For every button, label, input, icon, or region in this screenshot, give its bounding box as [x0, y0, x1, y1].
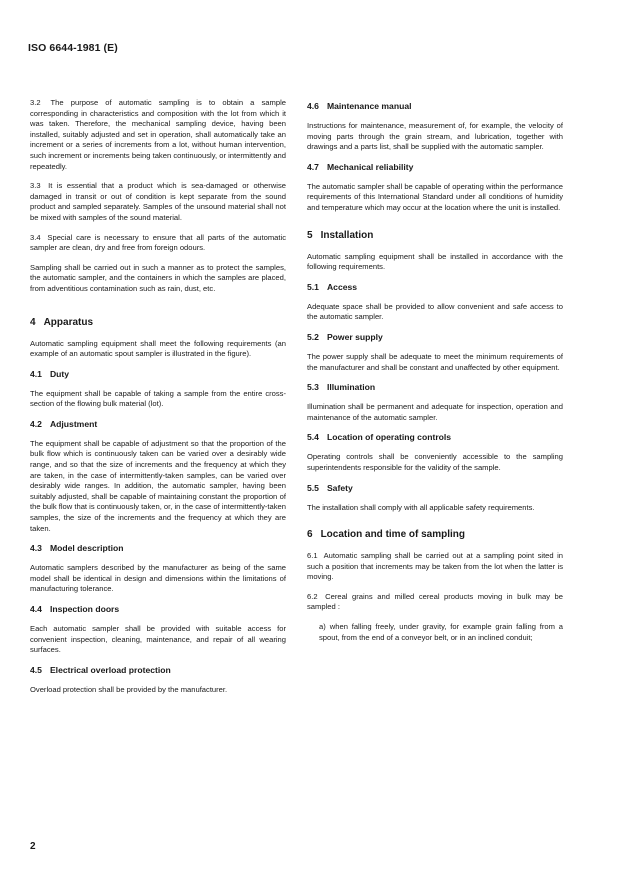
list-item-a — [307, 622, 563, 643]
paragraph-3-2 — [30, 98, 286, 172]
section-title: Inspection doors — [49, 604, 120, 614]
section-number: 4.2 — [30, 418, 42, 429]
section-title: Maintenance manual — [326, 101, 412, 111]
section-title: Installation — [320, 229, 374, 241]
section-number: 5 — [307, 229, 313, 241]
clause-number: 3.3 — [30, 181, 41, 191]
section-title: Mechanical reliability — [326, 161, 414, 172]
section-number: 5.3 — [307, 382, 319, 393]
section-heading-5-3 — [307, 382, 563, 392]
section-number: 4.7 — [307, 161, 319, 172]
section-heading-4-2 — [30, 419, 286, 429]
section-title: Apparatus — [43, 316, 94, 328]
section-heading-4-6 — [307, 101, 563, 111]
section-title: Electrical overload protection — [49, 664, 171, 675]
paragraph-4-3: Automatic samplers described by the manufacturer as being of the same model shall be identical in design and dimensions within the limitations of manufacturing tolerance. — [30, 563, 286, 594]
paragraph-4-2: The equipment shall be capable of adjustment so that the proportion of the bulk flow which is continuously taken can be varied over a desirably wide range, and so that the size of increments and the frequency at which they are taken, in the case of intermittently-taken samples, can be varied over desirably wide ranges. In addition, the automatic sampler, having been suitably adjusted, shall be capable of maintaining constant the proportion of the bulk flow that is continuously taken, or, in the case of intermittently-taken samples, the size of the increments and the frequency at which they are taken. — [30, 438, 286, 533]
list-label: a) — [319, 622, 326, 632]
paragraph-4-5: Overload protection shall be provided by the manufacturer. — [30, 684, 228, 694]
clause-number: 3.4 — [30, 232, 41, 242]
paragraph-3-4 — [30, 233, 286, 254]
left-column — [30, 98, 286, 704]
section-heading-6 — [307, 529, 563, 540]
section-heading-4 — [30, 317, 286, 328]
clause-number: 3.2 — [30, 98, 41, 107]
paragraph-5-3: Illumination shall be permanent and adequate for inspection, operation and maintenance of the automatic sampler. — [307, 402, 563, 422]
paragraph-4-1: The equipment shall be capable of taking a sample from the entire cross-section of the flowing bulk material (lot). — [30, 388, 286, 409]
section-heading-4-1 — [30, 369, 286, 379]
section-title: Safety — [326, 482, 353, 493]
section-number: 4.1 — [30, 368, 42, 379]
paragraph-5-5: The installation shall comply with all applicable safety requirements. — [307, 502, 535, 512]
section-number: 5.4 — [307, 432, 319, 443]
section-heading-4-7 — [307, 162, 563, 172]
paragraph-text: It is essential that a product which is sea-damaged or otherwise damaged in transit or out of condition is kept separate from the sound product and sampled separately. Samples of the unsound material shall not be mixed with samples of the sound material. — [30, 181, 286, 222]
section-heading-4-4 — [30, 604, 286, 614]
paragraph-4-6: Instructions for maintenance, measurement of, for example, the velocity of moving parts through the grain stream, and lubrication, together with drawings and a parts list, shall be supplied with the automatic sampler. — [307, 121, 563, 152]
section-heading-5-5 — [307, 483, 563, 493]
section-title: Model description — [49, 543, 124, 554]
section-number: 6 — [307, 529, 313, 541]
section-number: 5.1 — [307, 281, 319, 292]
section-heading-4-5 — [30, 665, 286, 675]
paragraph-3-3 — [30, 181, 286, 223]
paragraph-5-4: Operating controls shall be conveniently accessible to the sampling superintendents responsible for the validity of the sample. — [307, 452, 563, 472]
paragraph-text: Cereal grains and milled cereal products moving in bulk may be sampled : — [307, 591, 563, 612]
paragraph-text: The purpose of automatic sampling is to obtain a sample corresponding in characteristics and composition with the lot from which it was taken. Therefore, the mechanical sampling device, having been installed, suitably adjusted and set in operation, shall automatically take an increment or a series of increments from a lot, without human intervention, such increment or increments being taken continuously, or intermittently and repeatedly. — [30, 98, 286, 171]
section-title: Location of operating controls — [326, 432, 452, 443]
list-text: when falling freely, under gravity, for example grain falling from a spout, from the end of a conveyor belt, or in an inclined conduit; — [319, 622, 563, 642]
section-title: Duty — [49, 368, 70, 379]
section-number: 4.6 — [307, 101, 319, 111]
page-number: 2 — [30, 841, 36, 852]
section-title: Illumination — [326, 382, 376, 393]
section-number: 5.2 — [307, 331, 319, 342]
paragraph-4: Automatic sampling equipment shall meet the following requirements (an example of an automatic spout sampler is illustrated in the figure). — [30, 338, 286, 359]
paragraph-4-7: The automatic sampler shall be capable of operating within the performance requirements of this International Standard under all conditions of humidity and temperature which may occur at the location where the unit is installed. — [307, 181, 563, 212]
paragraph-4-4: Each automatic sampler shall be provided with suitable access for convenient inspection, cleaning, maintenance, and repair of all wearing surfaces. — [30, 624, 286, 655]
section-number: 4 — [30, 316, 36, 328]
section-number: 5.5 — [307, 482, 319, 493]
paragraph-text: Automatic sampling shall be carried out at a sampling point sited in such a position that increments may be taken from the lot when the latter is moving. — [307, 551, 563, 582]
paragraph-6-1 — [307, 551, 563, 583]
section-title: Access — [326, 281, 358, 292]
section-heading-4-3 — [30, 543, 286, 553]
paragraph-5-1: Adequate space shall be provided to allow convenient and safe access to the automatic sampler. — [307, 301, 563, 322]
section-number: 4.4 — [30, 604, 42, 614]
section-heading-5-4 — [307, 432, 563, 442]
paragraph-6-2 — [307, 592, 563, 613]
clause-number: 6.2 — [307, 591, 318, 601]
paragraph-3-4-continued: Sampling shall be carried out in such a manner as to protect the samples, the automatic sampler, and the containers in which the samples are placed, from adventitious contamination such as rain, dust, etc. — [30, 262, 286, 293]
section-heading-5-2 — [307, 332, 563, 342]
section-heading-5 — [307, 230, 563, 241]
document-header: ISO 6644-1981 (E) — [28, 42, 118, 54]
section-number: 4.5 — [30, 664, 42, 675]
section-title: Location and time of sampling — [320, 529, 466, 541]
paragraph-5-2: The power supply shall be adequate to meet the minimum requirements of the manufacturer and shall be constant and unaffected by other equipment. — [307, 351, 563, 372]
right-column — [307, 98, 563, 643]
section-number: 4.3 — [30, 543, 42, 554]
section-heading-5-1 — [307, 282, 563, 292]
paragraph-5: Automatic sampling equipment shall be installed in accordance with the following requirements. — [307, 251, 563, 272]
section-title: Power supply — [326, 331, 383, 342]
paragraph-text: Special care is necessary to ensure that all parts of the automatic sampler are clean, dry and free from foreign odours. — [30, 232, 286, 253]
section-title: Adjustment — [49, 418, 98, 429]
clause-number: 6.1 — [307, 551, 318, 561]
